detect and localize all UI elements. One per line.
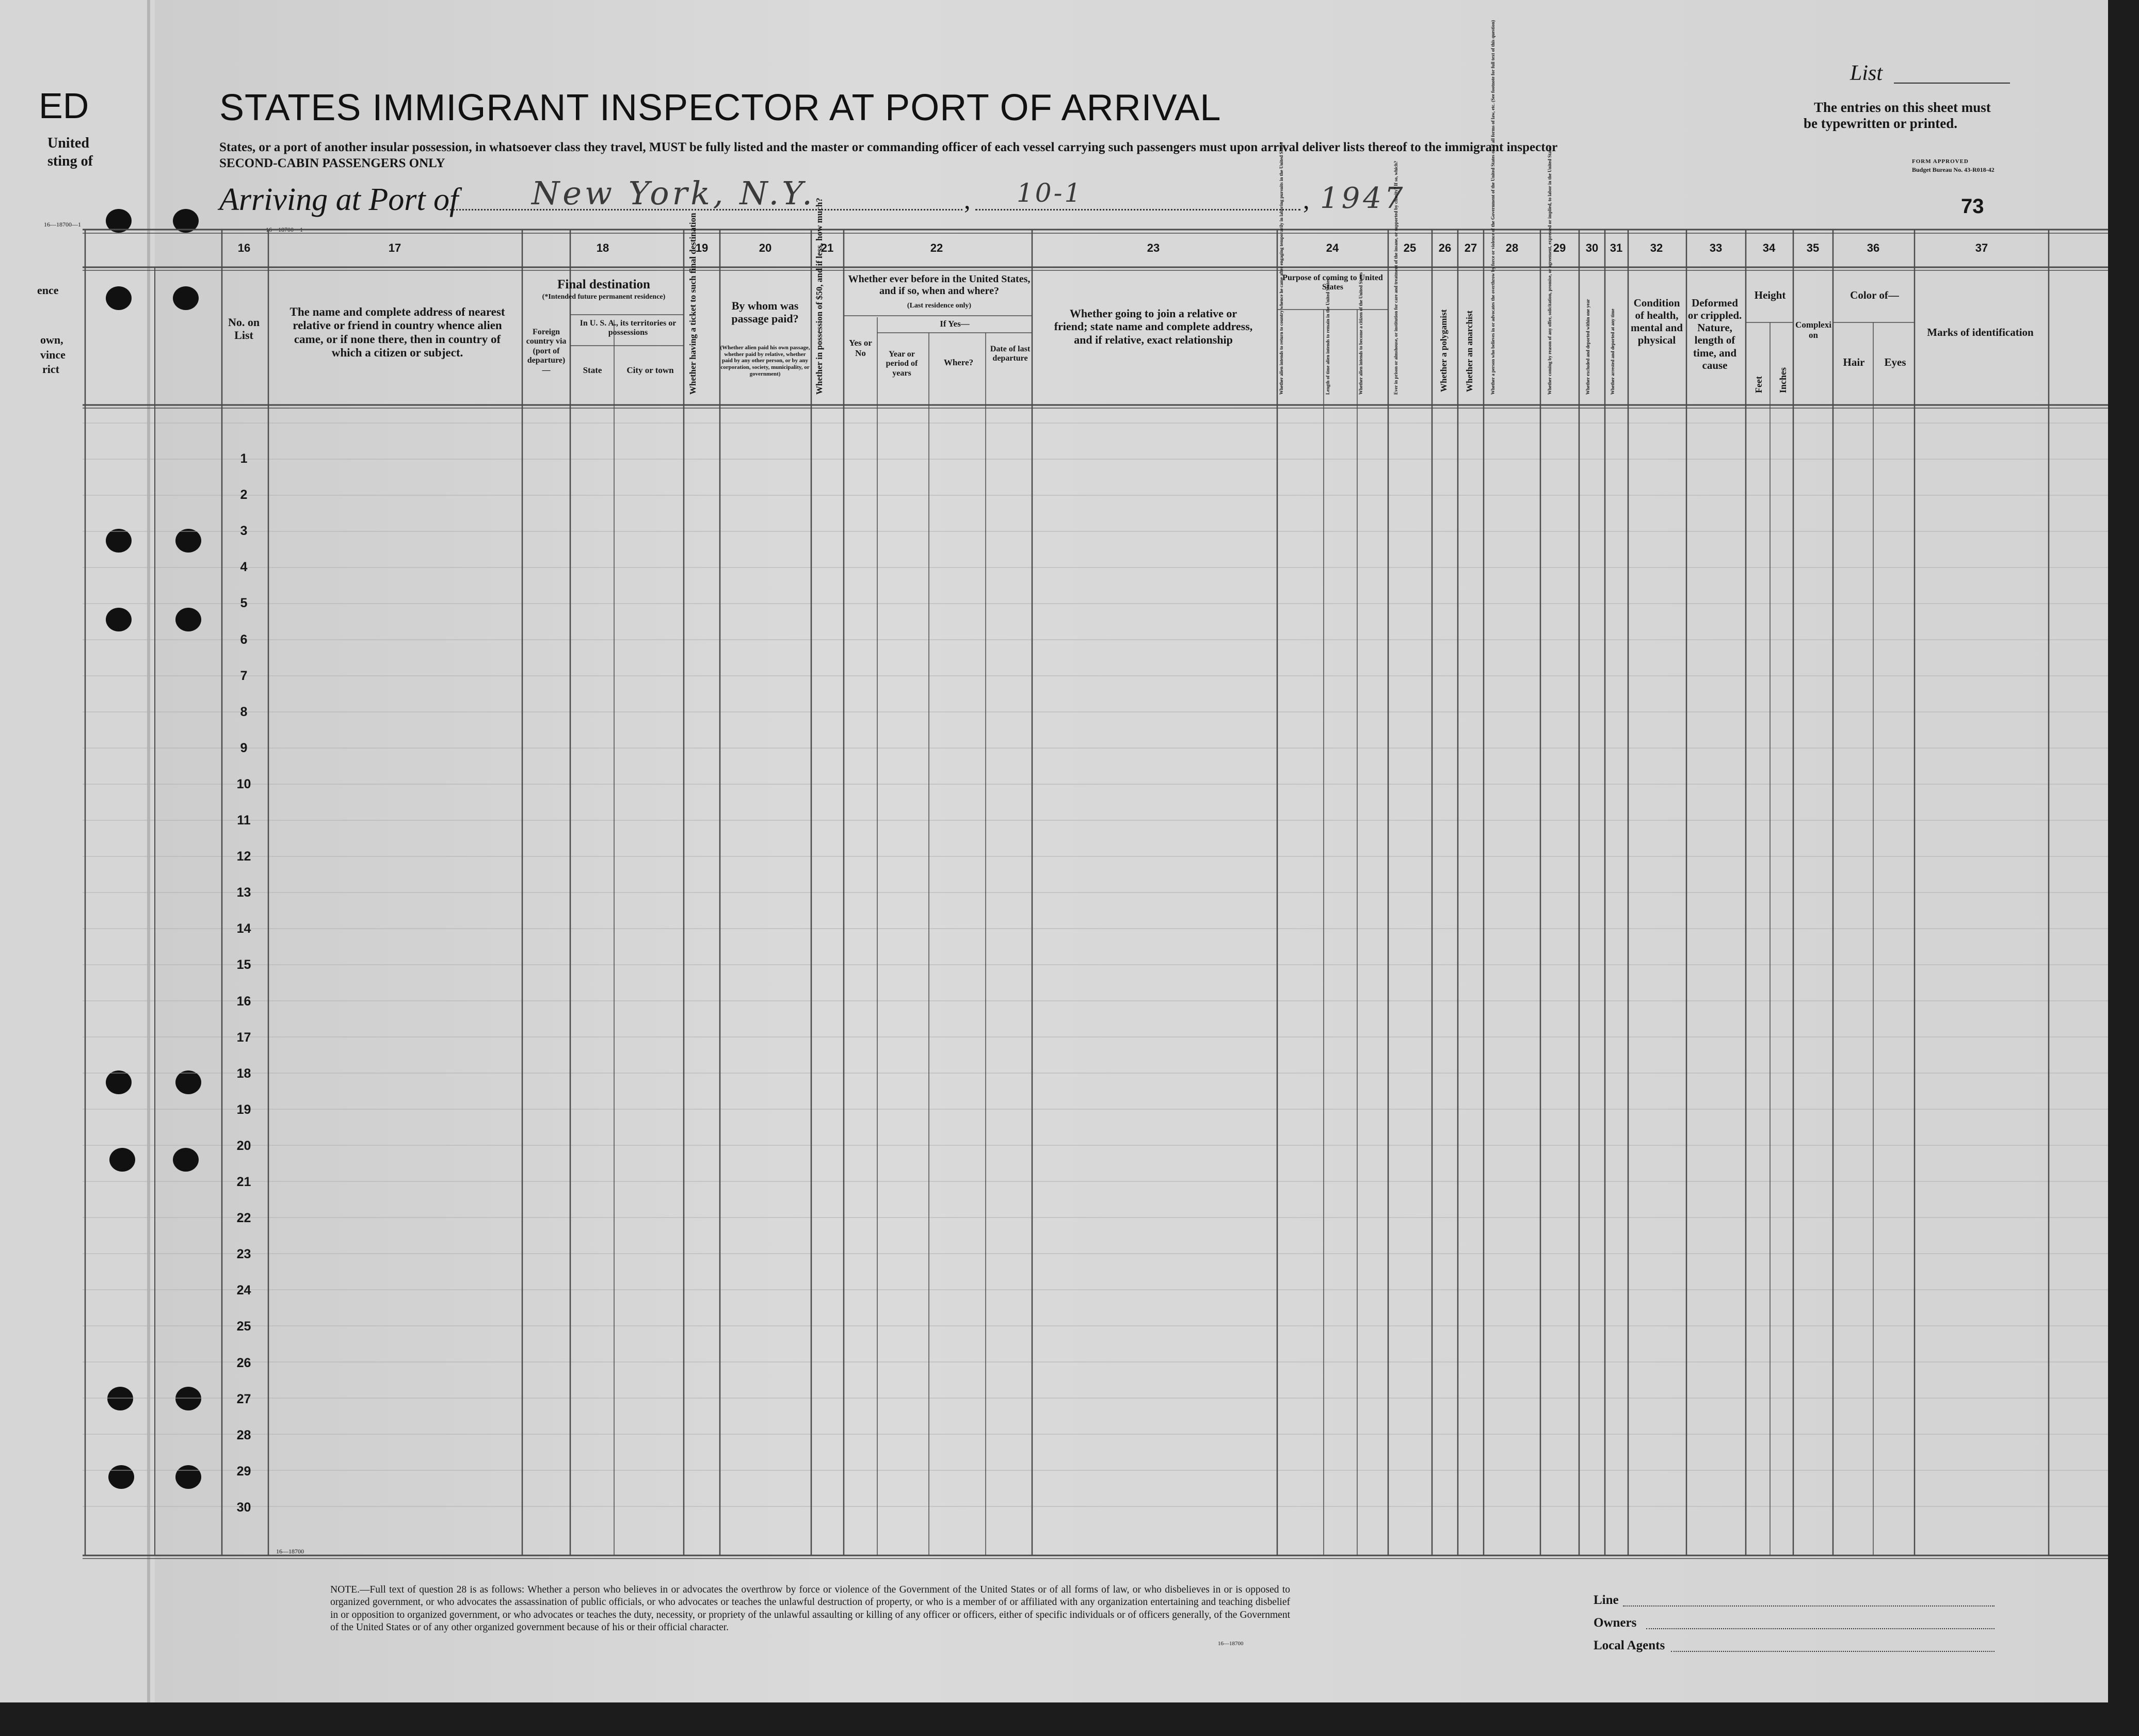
header-c16: No. on List (228, 316, 260, 342)
column-number: 27 (1464, 241, 1477, 254)
form-code-table: 16—18700 (276, 1548, 304, 1555)
header-c36-title: Color of— (1850, 289, 1899, 301)
header-c24-c: Whether alien intends to become a citizen of the United States (1358, 272, 1363, 395)
header-c34-title: Height (1754, 289, 1786, 301)
date-value: 10-1 (1017, 178, 1083, 208)
header-c22-yesno: Yes or No (849, 338, 872, 358)
row-number: 3 (240, 524, 248, 539)
form-approved: FORM APPROVED (1912, 158, 1969, 165)
form-code-bottom: 16—18700 (1218, 1641, 1244, 1647)
row-number: 6 (240, 632, 248, 647)
row-number: 19 (236, 1102, 251, 1117)
port-value: New York, N.Y. (532, 174, 815, 212)
header-c22-date: Date of last departure (990, 345, 1031, 363)
header-c22-ifyes: If Yes— (940, 319, 970, 329)
header-c29: Whether coming by reason of any offer, solicitation, promise, or agreement, expressed or implied, to labor in the United States (1547, 145, 1552, 395)
header-c30: Whether excluded and deported within one year (1585, 299, 1590, 395)
agents-label: Local Agents (1594, 1638, 1665, 1652)
header-c22-year: Year or period of years (886, 350, 918, 378)
column-number: 26 (1438, 241, 1452, 254)
column-number: 21 (821, 241, 834, 254)
header-c21: Whether in possession of $50, and if less, how much? (814, 198, 824, 395)
header-c33: Deformed or crippled. Nature, length of time, and cause (1687, 297, 1742, 371)
row-number: 12 (236, 849, 251, 864)
header-c27: Whether an anarchist (1465, 310, 1474, 392)
row-number: 9 (240, 740, 248, 755)
left-fragment: sting of (47, 153, 93, 169)
header-c34-inches: Inches (1778, 367, 1788, 393)
row-number: 13 (236, 885, 251, 900)
left-fragment: own, (40, 333, 63, 346)
budget-bureau: Budget Bureau No. 43-R018-42 (1912, 166, 1995, 173)
header-c20-note: (Whether alien paid his own passage, whether paid by relative, whether paid by any other person, or by any corporation, society, municipality, or government) (720, 345, 810, 377)
column-number: 16 (237, 241, 251, 254)
comma: , (964, 185, 971, 214)
header-c18-city: City or town (626, 365, 674, 375)
row-number: 10 (236, 776, 251, 791)
left-fragment: United (47, 135, 89, 151)
form-code-top: 16—18700—1 (266, 226, 303, 233)
left-fragment: ED (39, 86, 89, 126)
header-c18-foreign: Foreign country via (port of departure)— (526, 328, 567, 375)
entries-note: The entries on this sheet must (1814, 100, 1991, 115)
column-number: 30 (1585, 241, 1599, 254)
column-number: 25 (1403, 241, 1417, 254)
row-number: 15 (236, 958, 251, 972)
line-field (1623, 1605, 1995, 1607)
class-line: SECOND-CABIN PASSENGERS ONLY (219, 156, 445, 170)
header-c24-a: Whether alien intends to return to country whence he came after engaging temporarily in laboring pursuits in the United States (1279, 142, 1284, 395)
row-number: 22 (236, 1211, 251, 1226)
header-c32: Condition of health, mental and physical (1631, 297, 1683, 347)
line-label: Line (1594, 1593, 1619, 1607)
page-title: STATES IMMIGRANT INSPECTOR AT PORT OF ARRIVAL (219, 87, 1221, 128)
row-number: 28 (236, 1427, 251, 1442)
row-number: 17 (236, 1030, 251, 1045)
column-number: 31 (1610, 241, 1623, 254)
header-c22-sub: (Last residence only) (907, 302, 972, 310)
header-c26: Whether a polygamist (1439, 309, 1449, 392)
owners-field (1646, 1628, 1995, 1629)
header-c34-feet: Feet (1754, 376, 1764, 393)
row-number: 18 (236, 1066, 251, 1081)
agents-field (1671, 1651, 1995, 1652)
header-c24-b: Length of time alien intends to remain in the United States (1325, 279, 1330, 395)
row-number: 4 (240, 560, 248, 575)
column-number: 28 (1505, 241, 1519, 254)
row-number: 2 (240, 488, 248, 502)
arriving-label: Arriving at Port of (219, 182, 459, 217)
header-c36-eyes: Eyes (1884, 356, 1906, 368)
row-number: 20 (236, 1138, 251, 1153)
header-c22-title: Whether ever before in the United States, and if so, when and where? (848, 273, 1031, 297)
comma: , (1303, 185, 1310, 214)
column-number: 34 (1762, 241, 1776, 254)
header-c17: The name and complete address of nearest relative or friend in country whence alien came, or if none there, then in country of which a citizen or subject. (290, 305, 505, 360)
header-c18-sub: (*Intended future permanent residence) (542, 293, 666, 301)
header-c36-hair: Hair (1843, 356, 1865, 368)
header-c22-where: Where? (943, 358, 974, 367)
year-value: 1947 (1320, 182, 1406, 215)
column-number: 20 (759, 241, 772, 254)
row-number: 11 (237, 813, 251, 828)
row-number: 23 (236, 1247, 251, 1262)
row-number: 7 (240, 668, 248, 683)
owners-label: Owners (1594, 1616, 1637, 1630)
left-fragment: ence (37, 284, 59, 297)
header-c18-state: State (583, 365, 602, 375)
header-c18-usa: In U. S. A., its territories or possessions (580, 319, 677, 337)
left-fragment: rict (42, 363, 59, 376)
column-number: 23 (1147, 241, 1160, 254)
column-number: 33 (1709, 241, 1723, 254)
header-c25: Ever in prison or almshouse, or institution for care and treatment of the insane, or supported by charity? If so, which? (1393, 160, 1398, 395)
column-number: 18 (596, 241, 609, 254)
row-number: 5 (240, 596, 248, 611)
row-number: 8 (240, 704, 248, 719)
column-number: 35 (1806, 241, 1820, 254)
row-number: 16 (236, 994, 251, 1009)
list-label: List (1850, 61, 1883, 85)
row-number: 25 (236, 1319, 251, 1334)
row-number: 30 (236, 1500, 251, 1515)
column-number: 29 (1553, 241, 1566, 254)
footer-note: NOTE.—Full text of question 28 is as follows: Whether a person who believes in or advocates the overthrow by force or violence of the Government of the United States or of all forms of law, or who disbelieves in or is opposed to organized government, or who advocates the assassination of public officials, or who advocates or teaches the unlawful destruction of property, or who is a member of or affiliated with any organization entertaining and teaching disbelief in or opposition to organized government, or who advocates or teaches the duty, necessity, or propriety of the unlawful assaulting or killing of any officer or officers, either of specific individuals or of officers generally, of the Government of the United States or of any other organized government because of his or their official character. (330, 1584, 1290, 1633)
column-number: 37 (1975, 241, 1988, 254)
header-c18-title: Final destination (557, 278, 650, 291)
header-c28: Whether a person who believes in or advocates the overthrow by force or violence of the Government of the United States or of all forms of law, etc. (See footnote for full text of this question) (1490, 20, 1495, 395)
row-number: 29 (236, 1464, 251, 1479)
header-c20: By whom was passage paid? (731, 299, 799, 326)
column-number: 22 (930, 241, 943, 254)
row-number: 27 (236, 1391, 251, 1406)
header-c37: Marks of identification (1927, 326, 2034, 338)
column-number: 36 (1867, 241, 1880, 254)
row-number: 14 (236, 921, 251, 936)
header-c35: Complexion (1795, 320, 1831, 340)
list-number: 73 (1961, 195, 1984, 218)
subtitle: States, or a port of another insular possession, in whatsoever class they travel, MUST be fully listed and the master or commanding officer of each vessel carrying such passengers must upon arrival deliver lists thereof to the immigrant inspector (219, 140, 1558, 154)
header-c31: Whether arrested and deported at any time (1610, 309, 1615, 395)
row-number: 21 (236, 1175, 251, 1189)
row-number: 26 (236, 1355, 251, 1370)
left-form-code: 16—18700—1 (44, 221, 81, 228)
left-fragment: vince (40, 348, 66, 361)
row-number: 24 (236, 1283, 251, 1298)
header-c23: Whether going to join a relative or friend; state name and complete address, and if relative, exact relationship (1054, 307, 1253, 346)
column-number: 24 (1326, 241, 1339, 254)
row-number: 1 (240, 451, 248, 466)
header-c19: Whether having a ticket to such final destination (688, 213, 698, 395)
header-c24-title: Purpose of coming to United States (1282, 273, 1383, 292)
entries-note: be typewritten or printed. (1804, 116, 1957, 131)
column-number: 32 (1650, 241, 1663, 254)
column-number: 17 (388, 241, 401, 254)
column-number: 19 (695, 241, 709, 254)
